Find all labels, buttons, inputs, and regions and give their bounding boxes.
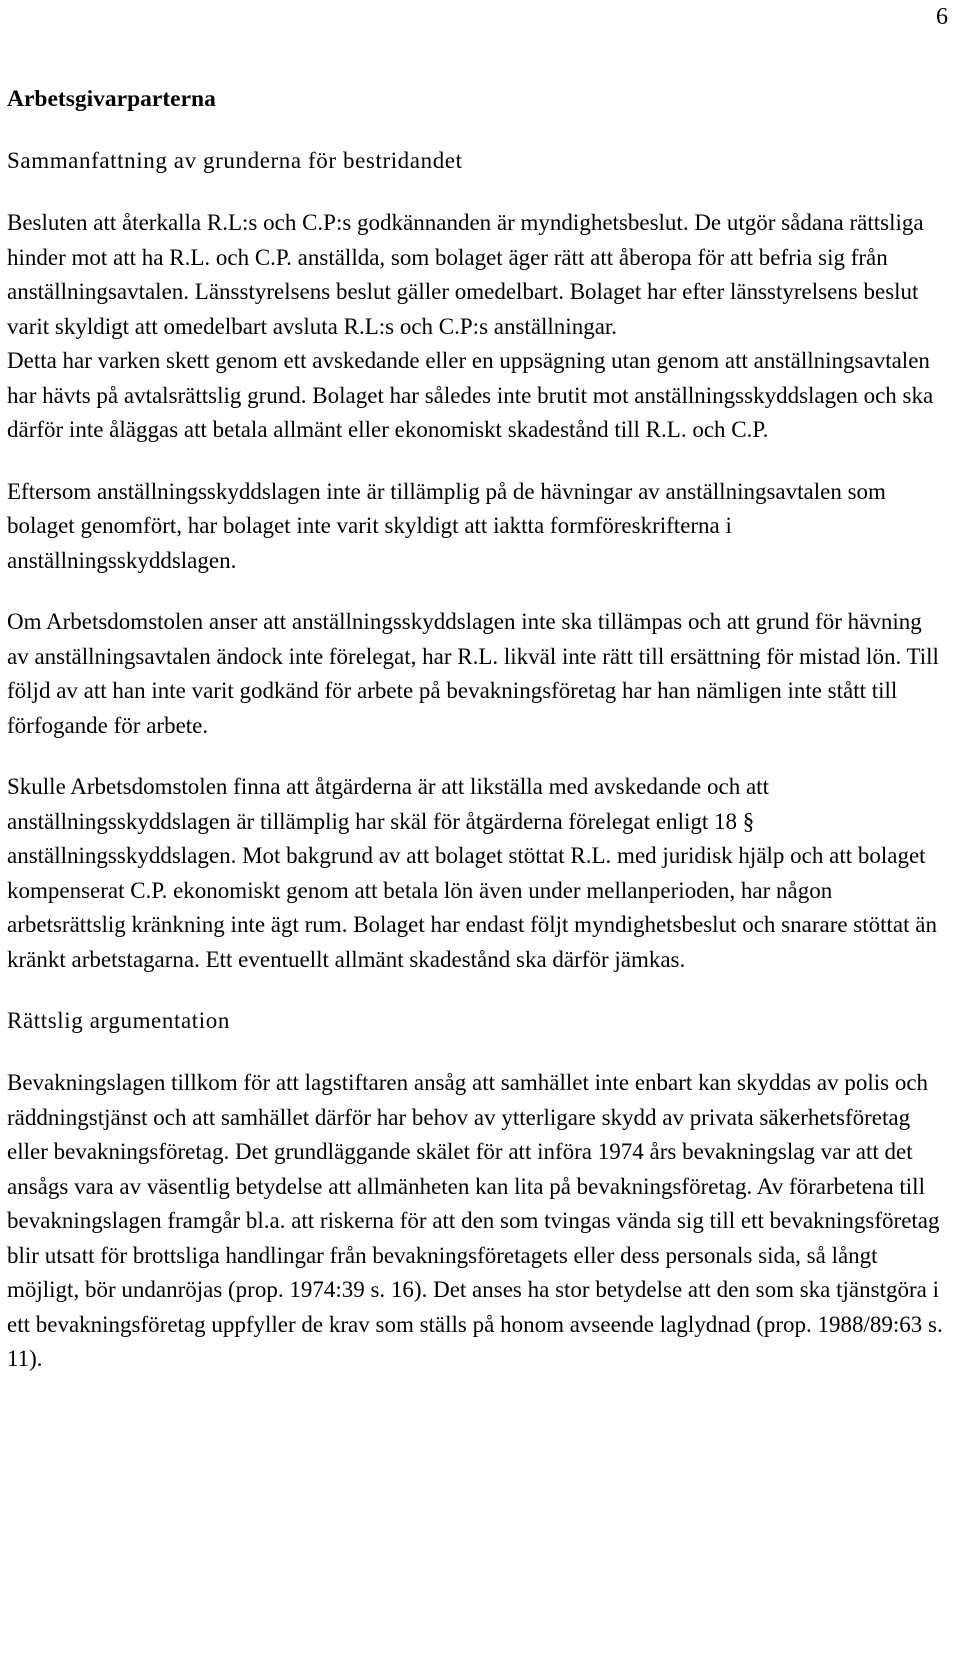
document-body bbox=[7, 82, 947, 1404]
paragraph-decisions: Besluten att återkalla R.L:s och C.P:s godkännanden är myndighetsbeslut. De utgör sådana rättsliga hinder mot att ha R.L. och C.P. anställda, som bolaget äger rätt att åberopa för att befria sig från anställningsavtalen. Länsstyrelsens beslut gäller omedelbart. Bolaget har efter länsstyrelsens beslut varit skyldigt att omedelbart avsluta R.L:s och C.P:s anställningar. bbox=[7, 210, 924, 339]
section-heading: Arbetsgivarparterna bbox=[7, 86, 216, 112]
page-number: 6 bbox=[936, 4, 948, 30]
argument-subheading: Rättslig argumentation bbox=[7, 1008, 230, 1033]
summary-subheading: Sammanfattning av grunderna för bestridandet bbox=[7, 148, 463, 173]
paragraph-termination: Detta har varken skett genom ett avskedande eller en uppsägning utan genom att anställningsavtalen har hävts på avtalsrättslig grund. Bolaget har således inte brutit mot anställningsskyddslagen och ska därför inte åläggas att betala allmänt eller ekonomiskt skadestånd till R.L. och C.P. bbox=[7, 348, 934, 442]
paragraph-lost-wages: Om Arbetsdomstolen anser att anställningsskyddslagen inte ska tillämpas och att grund för hävning av anställningsavtalen ändock inte förelegat, har R.L. likväl inte rätt till ersättning för mistad lön. Till följd av att han inte varit godkänd för arbete på bevakningsföretag har han nämligen inte stått till förfogande för arbete. bbox=[7, 609, 939, 738]
paragraph-argument: Bevakningslagen tillkom för att lagstiftaren ansåg att samhället inte enbart kan skyddas av polis och räddningstjänst och att samhället därför har behov av ytterligare skydd av privata säkerhetsföretag eller bevakningsföretag. Det grundläggande skälet för att införa 1974 års bevakningslag var att det ansågs vara av väsentlig betydelse att allmänheten kan lita på bevakningsföretag. Av förarbetena till bevakningslagen framgår bl.a. att riskerna för att den som tvingas vända sig till ett bevakningsföretag blir utsatt för brottsliga handlingar från bevakningsföretagets eller dess personals sida, så långt möjligt, bör undanröjas (prop. 1974:39 s. 16). Det anses ha stor betydelse att den som ska tjänstgöra i ett bevakningsföretag uppfyller de krav som ställs på honom avseende laglydnad (prop. 1988/89:63 s. 11). bbox=[7, 1070, 943, 1371]
paragraph-damages: Skulle Arbetsdomstolen finna att åtgärderna är att likställa med avskedande och att anställningsskyddslagen är tillämplig har skäl för åtgärderna förelegat enligt 18 § anställningsskyddslagen. Mot bakgrund av att bolaget stöttat R.L. med juridisk hjälp och att bolaget kompenserat C.P. ekonomiskt genom att betala lön även under mellanperioden, har någon arbetsrättslig kränkning inte ägt rum. Bolaget har endast följt myndighetsbeslut och snarare stöttat än kränkt arbetstagarna. Ett eventuellt allmänt skadestånd ska därför jämkas. bbox=[7, 774, 937, 972]
paragraph-formal-rules: Eftersom anställningsskyddslagen inte är tillämplig på de hävningar av anställningsavtalen som bolaget genomfört, har bolaget inte varit skyldigt att iaktta formföreskrifterna i anställningsskyddslagen. bbox=[7, 478, 886, 573]
